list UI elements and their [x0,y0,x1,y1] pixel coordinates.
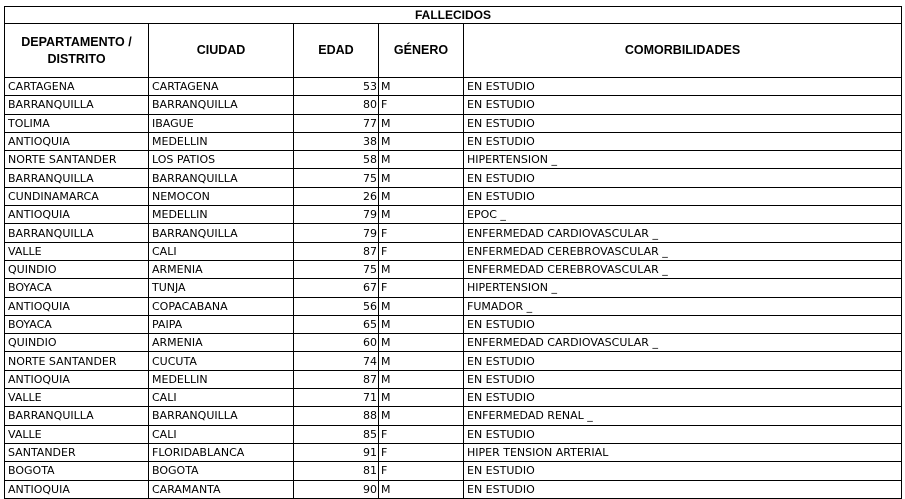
cell-comorbilidades: ENFERMEDAD CEREBROVASCULAR _ [464,242,902,260]
cell-comorbilidades: ENFERMEDAD CARDIOVASCULAR _ [464,334,902,352]
cell-departamento: NORTE SANTANDER [5,151,149,169]
table-title: FALLECIDOS [5,7,902,24]
cell-ciudad: CARAMANTA [149,480,294,498]
cell-comorbilidades: HIPERTENSION _ [464,151,902,169]
table-header-row [5,24,902,78]
cell-genero: M [379,370,464,388]
table-row [5,114,902,132]
cell-ciudad: MEDELLIN [149,370,294,388]
fallecidos-table-container [4,6,902,499]
cell-ciudad: IBAGUE [149,114,294,132]
cell-genero: F [379,242,464,260]
cell-genero: M [379,206,464,224]
cell-edad: 79 [294,206,379,224]
cell-genero: M [379,315,464,333]
cell-departamento: QUINDIO [5,334,149,352]
cell-ciudad: CARTAGENA [149,78,294,96]
header-comorbilidades: COMORBILIDADES [464,24,902,78]
cell-comorbilidades: EN ESTUDIO [464,114,902,132]
cell-comorbilidades: ENFERMEDAD CEREBROVASCULAR _ [464,260,902,278]
cell-ciudad: BARRANQUILLA [149,407,294,425]
cell-genero: M [379,334,464,352]
cell-departamento: ANTIOQUIA [5,480,149,498]
cell-genero: M [379,297,464,315]
table-row [5,206,902,224]
cell-ciudad: ARMENIA [149,334,294,352]
cell-genero: F [379,96,464,114]
cell-departamento: TOLIMA [5,114,149,132]
cell-departamento: ANTIOQUIA [5,206,149,224]
cell-edad: 60 [294,334,379,352]
cell-comorbilidades: EN ESTUDIO [464,96,902,114]
cell-genero: M [379,151,464,169]
cell-comorbilidades: FUMADOR _ [464,297,902,315]
cell-edad: 85 [294,425,379,443]
cell-edad: 26 [294,187,379,205]
table-row [5,443,902,461]
cell-departamento: ANTIOQUIA [5,297,149,315]
table-body [5,78,902,499]
cell-departamento: QUINDIO [5,260,149,278]
table-row [5,315,902,333]
cell-edad: 56 [294,297,379,315]
table-row [5,260,902,278]
table-title-row [5,7,902,24]
cell-edad: 71 [294,389,379,407]
cell-edad: 91 [294,443,379,461]
cell-edad: 53 [294,78,379,96]
cell-departamento: SANTANDER [5,443,149,461]
table-row [5,389,902,407]
cell-comorbilidades: EN ESTUDIO [464,169,902,187]
cell-comorbilidades: HIPERTENSION _ [464,279,902,297]
cell-ciudad: TUNJA [149,279,294,297]
table-row [5,462,902,480]
cell-genero: F [379,279,464,297]
cell-edad: 90 [294,480,379,498]
cell-genero: M [379,78,464,96]
cell-comorbilidades: EPOC _ [464,206,902,224]
cell-departamento: BARRANQUILLA [5,224,149,242]
table-row [5,425,902,443]
header-edad: EDAD [294,24,379,78]
cell-ciudad: BOGOTA [149,462,294,480]
cell-ciudad: ARMENIA [149,260,294,278]
cell-genero: M [379,389,464,407]
table-row [5,96,902,114]
cell-comorbilidades: EN ESTUDIO [464,462,902,480]
cell-genero: M [379,260,464,278]
cell-genero: M [379,114,464,132]
cell-comorbilidades: EN ESTUDIO [464,389,902,407]
cell-ciudad: CALI [149,425,294,443]
header-genero: GÉNERO [379,24,464,78]
cell-edad: 79 [294,224,379,242]
cell-departamento: VALLE [5,242,149,260]
cell-departamento: BARRANQUILLA [5,169,149,187]
cell-edad: 75 [294,169,379,187]
cell-ciudad: CALI [149,242,294,260]
cell-comorbilidades: EN ESTUDIO [464,132,902,150]
table-row [5,334,902,352]
cell-comorbilidades: HIPER TENSION ARTERIAL [464,443,902,461]
table-row [5,224,902,242]
cell-ciudad: BARRANQUILLA [149,96,294,114]
cell-ciudad: LOS PATIOS [149,151,294,169]
header-departamento: DEPARTAMENTO / DISTRITO [5,24,149,78]
table-row [5,370,902,388]
cell-genero: M [379,132,464,150]
cell-comorbilidades: EN ESTUDIO [464,352,902,370]
cell-ciudad: BARRANQUILLA [149,169,294,187]
cell-edad: 81 [294,462,379,480]
cell-comorbilidades: EN ESTUDIO [464,315,902,333]
cell-departamento: BOYACA [5,279,149,297]
table-row [5,169,902,187]
cell-edad: 87 [294,370,379,388]
cell-genero: M [379,187,464,205]
table-row [5,407,902,425]
table-row [5,132,902,150]
table-row [5,480,902,498]
cell-genero: F [379,443,464,461]
fallecidos-table [4,6,902,499]
cell-departamento: BARRANQUILLA [5,407,149,425]
cell-departamento: VALLE [5,425,149,443]
cell-comorbilidades: EN ESTUDIO [464,370,902,388]
cell-departamento: NORTE SANTANDER [5,352,149,370]
cell-edad: 88 [294,407,379,425]
cell-genero: F [379,224,464,242]
cell-genero: M [379,352,464,370]
cell-edad: 75 [294,260,379,278]
cell-departamento: CUNDINAMARCA [5,187,149,205]
cell-ciudad: NEMOCON [149,187,294,205]
cell-genero: M [379,480,464,498]
cell-departamento: CARTAGENA [5,78,149,96]
table-row [5,279,902,297]
cell-departamento: VALLE [5,389,149,407]
cell-comorbilidades: EN ESTUDIO [464,480,902,498]
cell-ciudad: MEDELLIN [149,132,294,150]
table-row [5,78,902,96]
cell-edad: 58 [294,151,379,169]
cell-departamento: BOGOTA [5,462,149,480]
table-row [5,242,902,260]
cell-comorbilidades: EN ESTUDIO [464,78,902,96]
cell-genero: F [379,425,464,443]
cell-edad: 65 [294,315,379,333]
header-ciudad: CIUDAD [149,24,294,78]
cell-departamento: BOYACA [5,315,149,333]
cell-edad: 74 [294,352,379,370]
cell-edad: 87 [294,242,379,260]
cell-ciudad: CUCUTA [149,352,294,370]
cell-ciudad: CALI [149,389,294,407]
cell-genero: F [379,462,464,480]
cell-departamento: ANTIOQUIA [5,132,149,150]
cell-departamento: ANTIOQUIA [5,370,149,388]
cell-genero: M [379,407,464,425]
cell-comorbilidades: ENFERMEDAD CARDIOVASCULAR _ [464,224,902,242]
cell-comorbilidades: EN ESTUDIO [464,187,902,205]
table-row [5,187,902,205]
cell-ciudad: BARRANQUILLA [149,224,294,242]
cell-genero: M [379,169,464,187]
cell-comorbilidades: EN ESTUDIO [464,425,902,443]
cell-ciudad: MEDELLIN [149,206,294,224]
cell-edad: 38 [294,132,379,150]
cell-comorbilidades: ENFERMEDAD RENAL _ [464,407,902,425]
table-row [5,151,902,169]
table-row [5,352,902,370]
cell-ciudad: PAIPA [149,315,294,333]
cell-departamento: BARRANQUILLA [5,96,149,114]
cell-edad: 80 [294,96,379,114]
cell-edad: 77 [294,114,379,132]
cell-ciudad: FLORIDABLANCA [149,443,294,461]
table-row [5,297,902,315]
cell-edad: 67 [294,279,379,297]
cell-ciudad: COPACABANA [149,297,294,315]
